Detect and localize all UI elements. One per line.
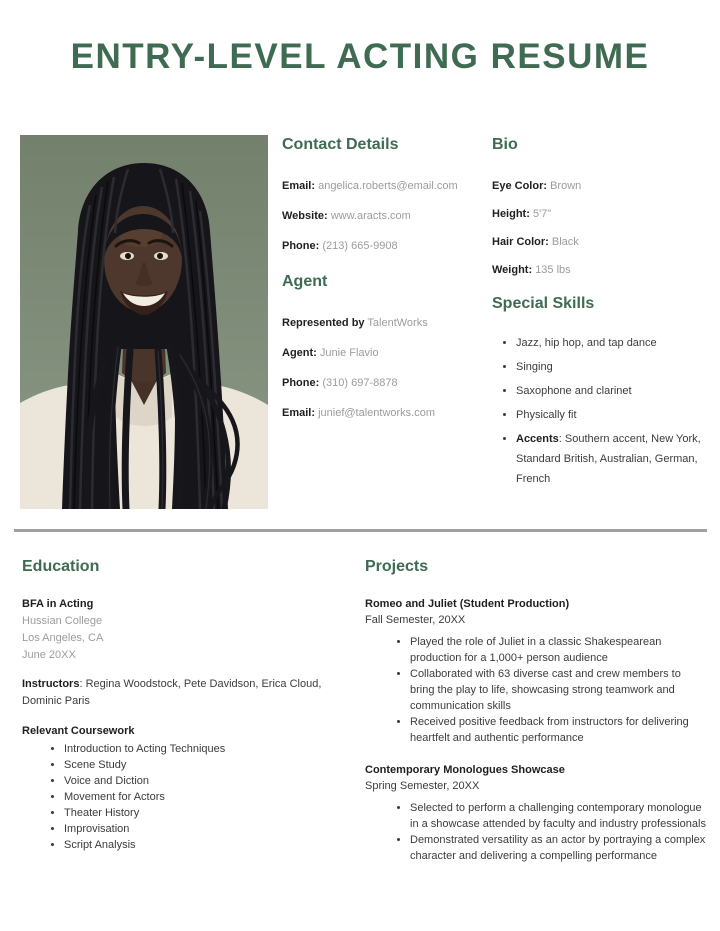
coursework-item: • Movement for Actors (64, 789, 345, 805)
contact-website-row (282, 208, 478, 224)
agent-phone-label: Phone: (282, 376, 320, 389)
project-title: Romeo and Juliet (Student Production) (365, 597, 570, 610)
agent-phone-row (282, 375, 478, 391)
contact-phone-value: (213) 665-9908 (322, 239, 398, 252)
bio-eye-color-value: Brown (550, 179, 582, 192)
contact-email-value: angelica.roberts@email.com (318, 179, 458, 192)
instructors-names: : Regina Woodstock, Pete Davidson, Erica Cloud, Dominic Paris (22, 677, 322, 707)
contact-phone-row (282, 238, 478, 254)
contact-website-value: www.aracts.com (330, 209, 411, 222)
education-column (22, 557, 345, 853)
agent-email-label: Email: (282, 406, 316, 419)
agent-name-label: Agent: (282, 346, 317, 359)
coursework-item: • Voice and Diction (64, 773, 345, 789)
skill-item: • Jazz, hip hop, and tap dance (516, 333, 710, 353)
bio-skills-column (492, 135, 710, 493)
headshot-illustration (20, 135, 268, 509)
projects-column (365, 557, 707, 880)
agent-heading: Agent (282, 272, 328, 290)
coursework-item: • Script Analysis (64, 837, 345, 853)
education-degree: BFA in Acting (22, 597, 94, 610)
agent-represented-row (282, 315, 478, 331)
education-instructors (22, 676, 345, 710)
coursework-heading: Relevant Coursework (22, 724, 135, 737)
contact-email-label: Email: (282, 179, 316, 192)
project-bullet: • Selected to perform a challenging contemporary monologue in a showcase attended by faculty and industry professionals (410, 800, 707, 832)
instructors-label: Instructors (22, 677, 80, 690)
contact-phone-label: Phone: (282, 239, 320, 252)
project-bullet: • Collaborated with 63 diverse cast and crew members to bring the play to life, showcasing strong teamwork and communication skills (410, 666, 707, 714)
agent-email-value: junief@talentworks.com (318, 406, 436, 419)
contact-agent-column (282, 135, 478, 435)
coursework-item: • Introduction to Acting Techniques (64, 741, 345, 757)
bio-hair-color-value: Black (551, 235, 579, 248)
bio-height-row (492, 206, 710, 222)
bio-weight-row (492, 262, 710, 278)
skill-item: • Physically fit (516, 405, 710, 425)
top-section (0, 77, 720, 509)
agent-name-value: Junie Flavio (319, 346, 379, 359)
skill-item: • Singing (516, 357, 710, 377)
project-bullets (365, 634, 707, 746)
project-contemporary-monologues (365, 762, 707, 864)
page-title: ENTRY-LEVEL ACTING RESUME (70, 37, 650, 76)
project-bullet: • Demonstrated versatility as an actor by portraying a complex character and delivering a compelling performance (410, 832, 707, 864)
project-title: Contemporary Monologues Showcase (365, 763, 565, 776)
bio-height-value: 5'7" (532, 207, 552, 220)
agent-represented-label: Represented by (282, 316, 365, 329)
project-subtitle: Fall Semester, 20XX (365, 613, 466, 626)
coursework-item: • Theater History (64, 805, 345, 821)
bio-eye-color-label: Eye Color: (492, 179, 548, 192)
agent-email-row (282, 405, 478, 421)
bio-hair-color-row (492, 234, 710, 250)
agent-phone-value: (310) 697-8878 (322, 376, 398, 389)
special-skills-list (492, 333, 710, 489)
education-school: Hussian College (22, 614, 103, 627)
education-grad-date: June 20XX (22, 648, 76, 661)
contact-details-heading: Contact Details (282, 135, 399, 153)
education-location: Los Angeles, CA (22, 631, 104, 644)
project-bullet: • Received positive feedback from instructors for delivering heartfelt and authentic performance (410, 714, 707, 746)
bio-heading: Bio (492, 135, 518, 153)
project-romeo-and-juliet (365, 596, 707, 746)
bio-weight-value: 135 lbs (535, 263, 571, 276)
project-subtitle: Spring Semester, 20XX (365, 779, 480, 792)
project-bullets (365, 800, 707, 864)
special-skills-heading: Special Skills (492, 294, 595, 312)
contact-website-label: Website: (282, 209, 328, 222)
coursework-item: • Scene Study (64, 757, 345, 773)
bio-hair-color-label: Hair Color: (492, 235, 549, 248)
agent-name-row (282, 345, 478, 361)
headshot-photo (20, 135, 268, 509)
bio-height-label: Height: (492, 207, 530, 220)
project-bullet: • Played the role of Juliet in a classic Shakespearean production for a 1,000+ person audience (410, 634, 707, 666)
contact-email-row (282, 178, 478, 194)
projects-heading: Projects (365, 557, 429, 575)
coursework-list (22, 741, 345, 853)
skill-item: • Saxophone and clarinet (516, 381, 710, 401)
bio-eye-color-row (492, 178, 710, 194)
bio-weight-label: Weight: (492, 263, 533, 276)
bottom-section (0, 532, 720, 880)
skill-item: • Accents: Southern accent, New York, Standard British, Australian, German, French (516, 429, 710, 489)
coursework-item: • Improvisation (64, 821, 345, 837)
agent-represented-value: TalentWorks (367, 316, 428, 329)
education-heading: Education (22, 557, 100, 575)
